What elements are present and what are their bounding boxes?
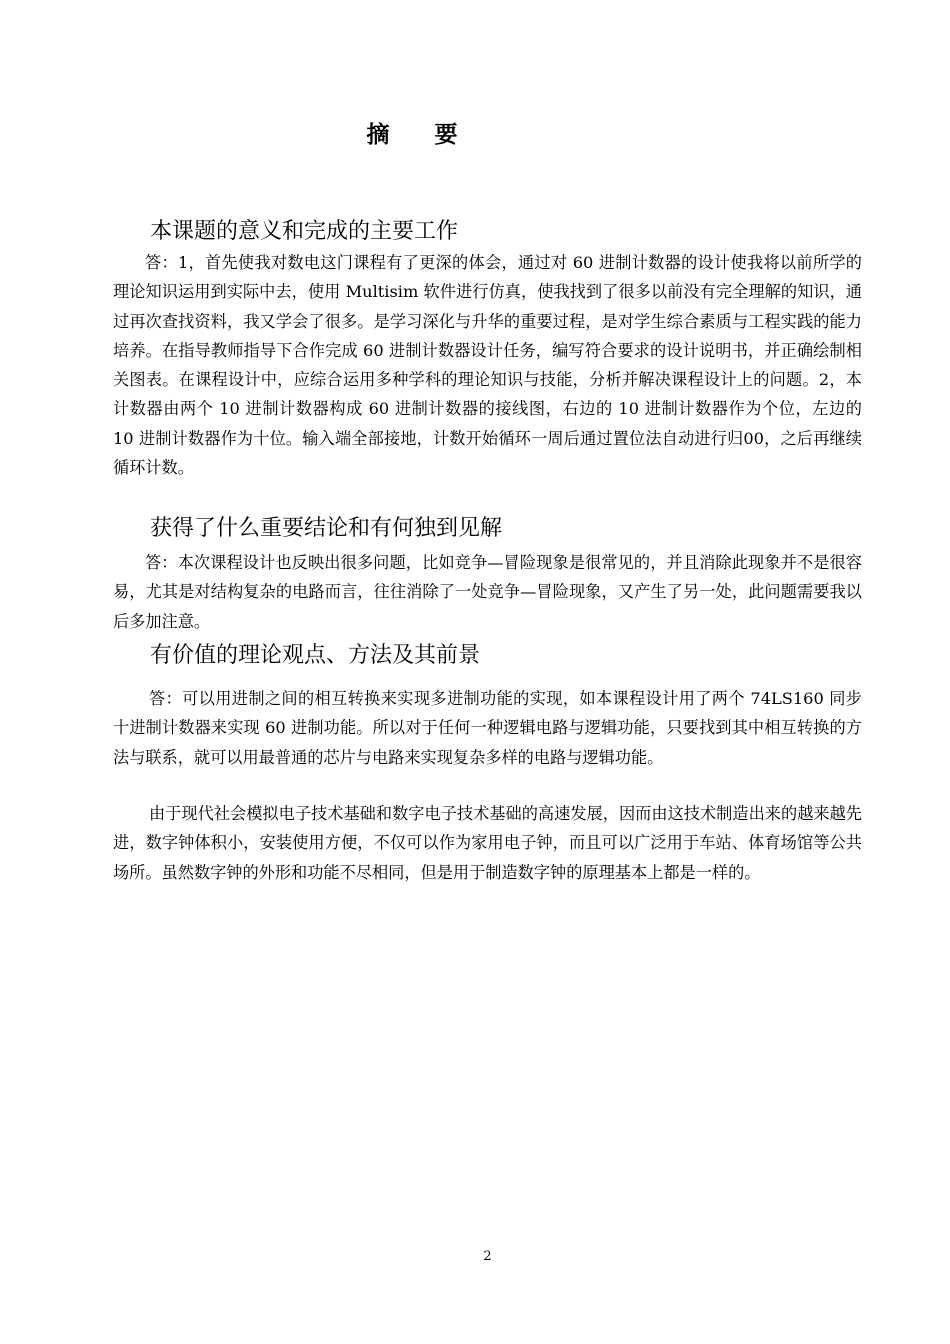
page-title-left: 摘 [366,121,391,148]
page-title [0,116,825,149]
paragraph-conclusions: 答：本次课程设计也反映出很多问题，比如竞争—冒险现象是很常见的，并且消除此现象并不是很容易，尤其是对结构复杂的电路而言，往往消除了一处竞争—冒险现象，又产生了另一处，此问题需要我以后多加注意。 [113,553,862,631]
paragraph-digital-clock: 由于现代社会模拟电子技术基础和数字电子技术基础的高速发展，因而由这技术制造出来的越来越先进，数字钟体积小，安装使用方便，不仅可以作为家用电子钟，而且可以广泛用于车站、体育场馆等公共场所。虽然数字钟的外形和功能不尽相同，但是用于制造数字钟的原理基本上都是一样的。 [113,804,862,882]
page-number: 2 [483,1249,492,1264]
section-heading-conclusions: 获得了什么重要结论和有何独到见解 [150,516,503,541]
paragraph-theory: 答：可以用进制之间的相互转换来实现多进制功能的实现，如本课程设计用了两个 74LS160 同步十进制计数器来实现 60 进制功能。所以对于任何一种逻辑电路与逻辑功能，只要找到其中相互转换的方法与联系，就可以用最普通的芯片与电路来实现复杂多样的电路与逻辑功能。 [113,689,862,767]
page-title-right: 要 [434,121,459,148]
section-heading-theory: 有价值的理论观点、方法及其前景 [150,643,481,668]
paragraph-significance: 答：1，首先使我对数电这门课程有了更深的体会，通过对 60 进制计数器的设计使我将以前所学的理论知识运用到实际中去，使用 Multisim 软件进行仿真，使我找到了很多以前没有完全理解的知识，通过再次查找资料，我又学会了很多。是学习深化与升华的重要过程，是对学生综合素质与工程实践的能力培养。在指导教师指导下合作完成 60 进制计数器设计任务，编写符合要求的设计说明书，并正确绘制相关图表。在课程设计中，应综合运用多种学科的理论知识与技能，分析并解决课程设计上的问题。2，本计数器由两个 10 进制计数器构成 60 进制计数器的接线图，右边的 10 进制计数器作为个位，左边的 10 进制计数器作为十位。输入端全部接地，计数开始循环一周后通过置位法自动进行归00，之后再继续循环计数。 [113,253,862,478]
section-heading-significance: 本课题的意义和完成的主要工作 [150,219,459,244]
